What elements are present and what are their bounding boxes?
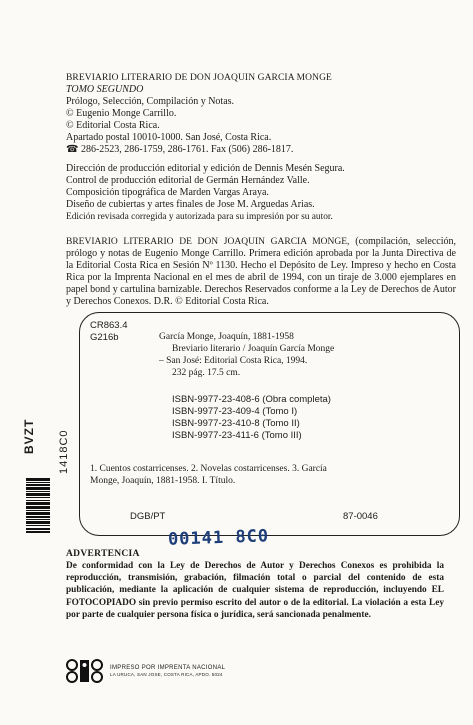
accession-stamp: 00141 8C0: [167, 526, 270, 550]
postal-address: Apartado postal 10010-1000. San José, Costa Rica.: [66, 132, 272, 143]
barcode-number: 1418C0: [58, 429, 70, 474]
volume-label: TOMO SEGUNDO: [66, 84, 144, 95]
record-number: 87-0046: [343, 511, 378, 522]
production-credits: [66, 163, 456, 223]
production-line: Composición tipográfica de Marden Vargas Araya.: [66, 187, 269, 198]
production-line: Dirección de producción editorial y edición de Dennis Mesén Segura.: [66, 163, 345, 174]
author-copyright: © Eugenio Monge Carrillo.: [66, 108, 177, 119]
cataloger-code: DGB/PT: [130, 511, 166, 522]
credits-block: [66, 72, 456, 156]
cutter-number: G216b: [90, 332, 119, 343]
notice-text: De conformidad con la Ley de Derechos de Autor y Derechos Conexos es prohibida la reproducción, transmisión, grabación, filmación total o parcial del contenido de esta publicación, mediante la aplicación de cualquier sistema de reproducción, incluyendo EL FOTOCOPIADO sin previo permiso escrito del autor o de la editorial. La violación a esta Ley por parte de cualquier persona física o jurídica, será sancionada penalmente.: [66, 561, 444, 620]
production-line: Control de producción editorial de Germán Hernández Valle.: [66, 175, 310, 186]
catalog-imprint: – San José: Editorial Costa Rica, 1994.: [159, 356, 308, 366]
legal-lead: BREVIARIO LITERARIO DE DON JOAQUIN GARCIA MONGE,: [66, 237, 350, 247]
catalog-extent: 232 pág. 17.5 cm.: [172, 368, 241, 378]
catalog-subjects: 1. Cuentos costarricenses. 2. Novelas costarricenses. 3. García: [90, 464, 327, 474]
isbn-line: ISBN-9977-23-411-6 (Tomo III): [172, 430, 302, 441]
library-barcode-label: [22, 400, 70, 540]
isbn-line: ISBN-9977-23-409-4 (Tomo I): [172, 406, 298, 417]
publisher-copyright: © Editorial Costa Rica.: [66, 120, 160, 131]
barcode-graphic: [26, 478, 50, 536]
production-line: Diseño de cubiertas y artes finales de Jose M. Arguedas Arias.: [66, 199, 315, 210]
roles-line: Prólogo, Selección, Compilación y Notas.: [66, 96, 235, 107]
legal-paragraph: [66, 236, 456, 308]
catalog-author: García Monge, Joaquín, 1881-1958: [159, 332, 294, 342]
printer-imprint: [66, 659, 366, 687]
copyright-notice: [66, 549, 444, 621]
legal-text: (compilación, selección, prólogo y notas de Eugenio Monge Carrillo. Primera edición aprobada por la Junta Directiva de la Editorial Costa Rica en Sesión Nº 1130. Hecho el Depósito de Ley. Impreso y hecho en Costa Rica por la Imprenta Nacional en el mes de abril de 1994, con un tiraje de 3.000 ejemplares en papel bond y cartulina barnizable. Derechos Reservados conforme a la Ley de Derechos de Autor y Derechos Conexos. D.R. © Editorial Costa Rica.: [66, 236, 456, 307]
class-number: CR863.4: [90, 320, 128, 331]
phone-line: ☎ 286-2523, 286-1759, 286-1761. Fax (506) 286-1817.: [66, 144, 294, 155]
catalog-subjects-cont: Monge, Joaquín, 1881-1958. I. Título.: [90, 476, 236, 486]
catalog-card: [79, 312, 460, 536]
printer-address: LA URUCA, SAN JOSE, COSTA RICA, APDO. 5024: [110, 672, 223, 677]
production-line: Edición revisada corregida y autorizada para su impresión por su autor.: [66, 212, 333, 222]
catalog-title: Breviario literario / Joaquín García Monge: [172, 344, 335, 354]
imprenta-nacional-logo-icon: [66, 659, 104, 683]
barcode-label: BVZT: [22, 418, 36, 454]
printer-name: IMPRESO POR IMPRENTA NACIONAL: [110, 665, 226, 671]
isbn-line: ISBN-9977-23-408-6 (Obra completa): [172, 394, 331, 405]
notice-heading: ADVERTENCIA: [66, 549, 140, 559]
isbn-line: ISBN-9977-23-410-8 (Tomo II): [172, 418, 300, 429]
book-title: BREVIARIO LITERARIO DE DON JOAQUIN GARCIA MONGE: [66, 73, 332, 83]
